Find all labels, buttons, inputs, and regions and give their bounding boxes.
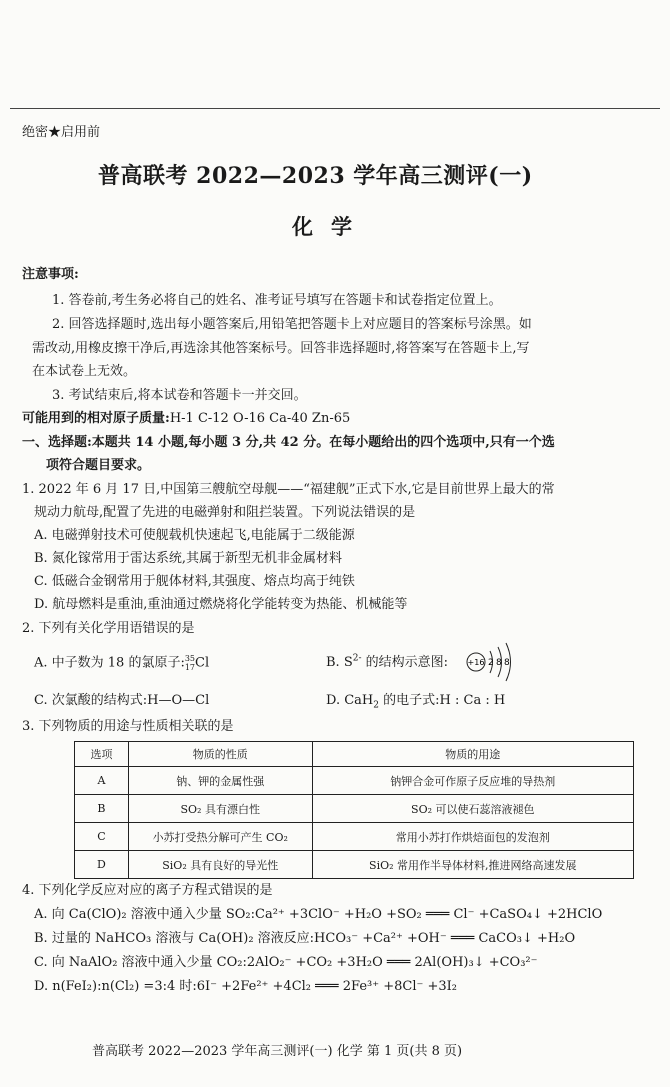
q3-row-b-use: SO₂ 可以使石蕊溶液褪色 — [312, 795, 633, 823]
table-row — [75, 823, 634, 851]
shell-1-count: 2 — [488, 658, 494, 668]
q4-option-c: C. 向 NaAlO₂ 溶液中通入少量 CO₂:2AlO₂⁻ +CO₂ +3H₂O ═══ 2Al(OH)₃↓ +CO₃²⁻ — [34, 955, 538, 970]
q3-row-d-use: SiO₂ 常用作半导体材料,推进网络高速发展 — [312, 851, 633, 879]
shell-3-count: 8 — [504, 658, 510, 668]
q2-d-electron-formula: H : Ca : H — [439, 693, 506, 708]
atomic-mass-label: 可能用到的相对原子质量: — [22, 411, 170, 426]
q2-d-sub: 2 — [373, 700, 379, 711]
section-heading-2: 项符合题目要求。 — [46, 458, 151, 473]
secret-label: 绝密★启用前 — [22, 125, 101, 140]
q3-header-property: 物质的性质 — [128, 742, 312, 767]
q2-d-rest: 的电子式: — [379, 693, 440, 708]
q2-option-b — [326, 654, 448, 671]
q3-row-c-option: C — [75, 823, 129, 851]
q1-stem-line-1: 1. 2022 年 6 月 17 日,中国第三艘航空母舰——“福建舰”正式下水,它是目前世界上最大的常 — [22, 482, 555, 497]
q3-table — [74, 741, 634, 879]
q3-header-use: 物质的用途 — [312, 742, 633, 767]
table-row — [75, 851, 634, 879]
q3-row-d-option: D — [75, 851, 129, 879]
q2-a-mass-number: 35 — [184, 654, 196, 663]
q4-option-a: A. 向 Ca(ClO)₂ 溶液中通入少量 SO₂:Ca²⁺ +3ClO⁻ +H₂O +SO₂ ═══ Cl⁻ +CaSO₄↓ +2HClO — [34, 907, 603, 922]
q3-header-option: 选项 — [75, 742, 129, 767]
q3-row-a-use: 钠钾合金可作原子反应堆的导热剂 — [312, 767, 633, 795]
q3-row-d-property: SiO₂ 具有良好的导光性 — [128, 851, 312, 879]
q2-a-text: A. 中子数为 18 的氯原子: — [34, 655, 185, 671]
note-2-line-3: 在本试卷上无效。 — [32, 364, 137, 379]
q2-a-element: Cl — [195, 655, 210, 671]
q2-option-d — [326, 692, 505, 709]
q1-option-b: B. 氮化镓常用于雷达系统,其属于新型无机非金属材料 — [34, 551, 342, 566]
q2-b-rest: 的结构示意图: — [361, 655, 449, 670]
page-title: 普高联考 2022—2023 学年高三测评(一) — [98, 163, 533, 189]
q2-stem: 2. 下列有关化学用语错误的是 — [22, 621, 195, 636]
q4-stem: 4. 下列化学反应对应的离子方程式错误的是 — [22, 883, 273, 898]
q4-option-b: B. 过量的 NaHCO₃ 溶液与 Ca(OH)₂ 溶液反应:HCO₃⁻ +Ca²⁺ +OH⁻ ═══ CaCO₃↓ +H₂O — [34, 931, 576, 946]
table-row — [75, 767, 634, 795]
q1-stem-line-2: 规动力航母,配置了先进的电磁弹射和阻拦装置。下列说法错误的是 — [34, 505, 416, 520]
q2-b-charge: 2- — [352, 653, 362, 664]
q3-row-b-property: SO₂ 具有漂白性 — [128, 795, 312, 823]
subject-title: 化学 — [292, 214, 370, 239]
top-rule — [10, 108, 660, 109]
q2-d-text: D. CaH — [326, 693, 374, 708]
atomic-mass-line — [22, 410, 350, 427]
q3-row-c-use: 常用小苏打作烘焙面包的发泡剂 — [312, 823, 633, 851]
note-2-line-2: 需改动,用橡皮擦干净后,再选涂其他答案标号。回答非选择题时,将答案写在答题卡上,写 — [32, 341, 530, 356]
q1-option-d: D. 航母燃料是重油,重油通过燃烧将化学能转变为热能、机械能等 — [34, 597, 408, 612]
q3-stem: 3. 下列物质的用途与性质相关联的是 — [22, 719, 234, 734]
q2-a-isotope — [185, 654, 195, 672]
note-1: 1. 答卷前,考生务必将自己的姓名、准考证号填写在答题卡和试卷指定位置上。 — [52, 293, 502, 308]
atomic-mass-values: H-1 C-12 O-16 Ca-40 Zn-65 — [169, 411, 351, 426]
page-footer: 普高联考 2022—2023 学年高三测评(一) 化学 第 1 页(共 8 页) — [92, 1044, 463, 1059]
q3-table-header — [75, 742, 634, 767]
q2-b-text: B. S — [326, 655, 353, 670]
q2-option-c: C. 次氯酸的结构式:H—O—Cl — [34, 693, 210, 708]
shell-2-count: 8 — [496, 658, 502, 668]
q3-row-b-option: B — [75, 795, 129, 823]
q2-a-atomic-number: 17 — [184, 663, 196, 672]
q2-option-a — [34, 654, 209, 672]
sulfide-structure-diagram — [464, 638, 524, 686]
notes-heading: 注意事项: — [22, 267, 79, 282]
table-row — [75, 795, 634, 823]
note-3: 3. 考试结束后,将本试卷和答题卡一并交回。 — [52, 388, 307, 403]
q1-option-a: A. 电磁弹射技术可使舰载机快速起飞,电能属于二级能源 — [34, 528, 355, 543]
q1-option-c: C. 低磁合金钢常用于舰体材料,其强度、熔点均高于纯铁 — [34, 574, 355, 589]
note-2-line-1: 2. 回答选择题时,选出每小题答案后,用铅笔把答题卡上对应题目的答案标号涂黑。如 — [52, 317, 532, 332]
q3-row-a-property: 钠、钾的金属性强 — [128, 767, 312, 795]
q3-row-a-option: A — [75, 767, 129, 795]
q3-row-c-property: 小苏打受热分解可产生 CO₂ — [128, 823, 312, 851]
nucleus-charge: +16 — [467, 658, 485, 667]
q4-option-d: D. n(FeI₂):n(Cl₂) =3:4 时:6I⁻ +2Fe²⁺ +4Cl₂ ═══ 2Fe³⁺ +8Cl⁻ +3I₂ — [34, 979, 458, 994]
section-heading-1: 一、选择题:本题共 14 小题,每小题 3 分,共 42 分。在每小题给出的四个选项中,只有一个选 — [22, 435, 555, 450]
